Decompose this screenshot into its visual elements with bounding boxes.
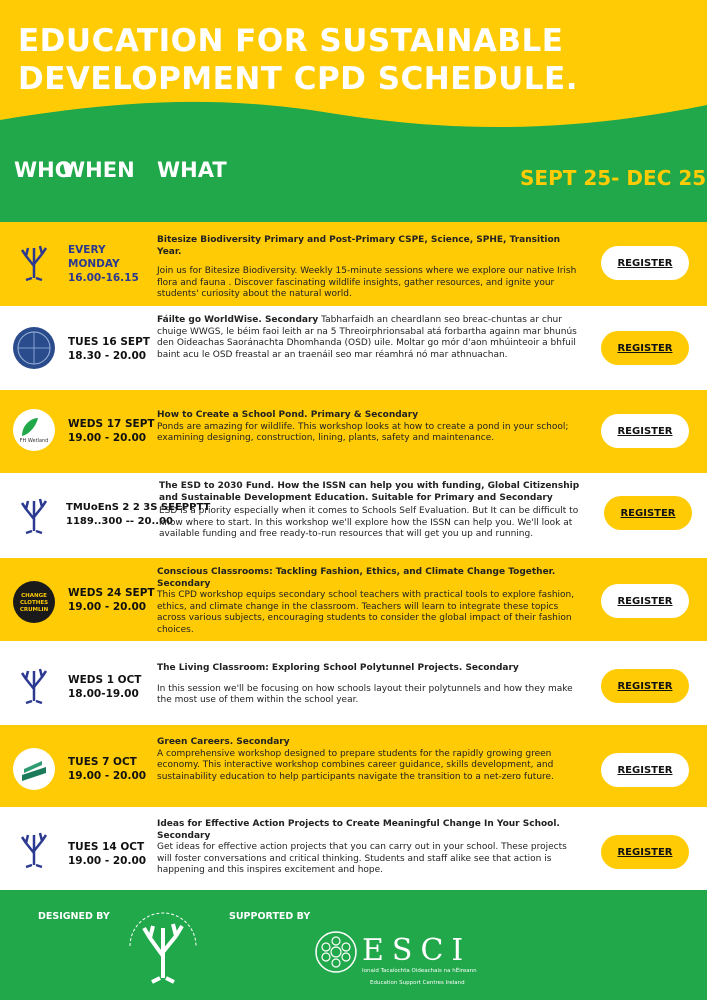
event-what [159,481,584,541]
designed-by-label: DESIGNED BY [38,911,110,922]
svg-text:CLOTHES: CLOTHES [19,600,49,606]
event-title: Ideas for Effective Action Projects to Create Meaningful Change In Your School. Secondary [157,819,560,841]
col-what: WHAT [157,158,227,182]
event-when: EVERY MONDAY 16.00-16.15 [68,244,139,284]
col-who: WHO [14,158,73,182]
event-what [157,819,582,877]
event-title: The ESD to 2030 Fund. How the ISSN can help you with funding, Global Citizenship and Sustainable Development Education. Suitable for Primary and Secondary [159,481,580,503]
event-description: A comprehensive workshop designed to prepare students for the rapidly growing green economy. This interactive workshop combines career guidance, skills development, and sustainability education to help participants navigate the transition to a net-zero future. [157,748,554,782]
register-button[interactable]: REGISTER [601,584,689,618]
supported-by-label: SUPPORTED BY [229,911,311,922]
event-when: WEDS 24 SEPT 19.00 - 20.00 [68,587,155,613]
event-row [0,807,707,890]
register-button[interactable]: REGISTER [604,496,692,530]
event-description: This CPD workshop equips secondary school teachers with practical tools to explore fashion, ethics, and climate change in the classroom. Teachers will learn to integrate these topics across various subjects, encouraging students to consider the global impact of their fashion choices. [157,590,575,635]
event-description: Ponds are amazing for wildlife. This workshop looks at how to create a pond in your school; examining designing, construction, lining, plants, safety and maintenance. [157,421,569,443]
register-button[interactable]: REGISTER [601,753,689,787]
wetland-leaf-icon [12,408,56,452]
svg-text:FH Wetland: FH Wetland [19,438,49,444]
event-description: ESD is a priority especially when it comes to Schools Self Evaluation. But It can be difficult to know where to start. In this workshop we'll explore how the ISSN can help you. We'll look at available funding and free ready-to-run resources that will get you up and running. [159,506,579,539]
event-title: Conscious Classrooms: Tackling Fashion, Ethics, and Climate Change Together. Secondary [157,567,556,589]
event-row [0,558,707,641]
event-title: How to Create a School Pond. Primary & Secondary [157,410,419,420]
event-row [0,222,707,306]
register-button[interactable]: REGISTER [601,246,689,280]
event-title: Green Careers. Secondary [157,737,290,747]
footer [0,890,707,1000]
issn-tree-logo-icon [12,663,56,707]
esci-english-name: Education Support Centres Ireland [370,980,465,986]
register-button[interactable]: REGISTER [601,835,689,869]
event-when: TUES 7 OCT 19.00 - 20.00 [68,756,147,782]
esci-emblem-icon [314,930,358,974]
date-range: SEPT 25- DEC 25 [520,166,707,190]
change-clothes-crumlin-icon [12,580,56,624]
event-what [157,235,582,301]
event-what [157,567,582,636]
register-button[interactable]: REGISTER [601,414,689,448]
svg-text:CRUMLIN: CRUMLIN [19,607,49,613]
event-description: Join us for Bitesize Biodiversity. Weekly 15-minute sessions where we explore our native Irish flora and fauna . Discover fascinating wildlife insights, gather resources, and ignite your students' curiosity about the natural world. [157,266,577,299]
register-button[interactable]: REGISTER [601,669,689,703]
svg-text:CHANGE: CHANGE [21,593,47,599]
green-careers-icon [12,747,56,791]
event-row [0,641,707,725]
esci-irish-name: Ionaid Tacaíochta Oideachais na hÉireann [362,968,477,974]
event-title: The Living Classroom: Exploring School Polytunnel Projects. Secondary [157,663,519,673]
esci-logo-text: ESCI [362,933,472,968]
page-title: EDUCATION FOR SUSTAINABLE DEVELOPMENT CPD SCHEDULE. [18,23,579,97]
worldwise-globe-icon [12,326,56,370]
event-description: Tabharfaidh an cheardlann seo breac-chuntas ar chur chuige WWGS, le béim faoi leith ar na 5 Threoirphrionsabal atá forbartha againn mar bhunús den Oideachas Saoránachta Dhomhanda (OSD) uile. Moltar go mór d'aon mhúinteoir a bhfuil baint acu le OSD freastal ar an traenáil seo mar réamhrá nó mar athnuachan. [157,315,577,360]
event-what [157,663,582,707]
event-row [0,390,707,473]
col-when: WHEN [62,158,135,182]
event-title: Fáilte go WorldWise. Secondary [157,315,319,325]
event-row [0,473,707,558]
event-row [0,725,707,807]
issn-tree-logo-icon [12,493,56,537]
issn-logo-icon [120,906,206,986]
event-when: WEDS 17 SEPT 19.00 - 20.00 [68,418,155,444]
event-what [157,410,582,445]
event-what [157,315,582,361]
event-when: WEDS 1 OCT 18.00-19.00 [68,674,142,700]
event-when: TUES 16 SEPT 18.30 - 20.00 [68,336,150,362]
event-what [157,737,582,783]
issn-tree-logo-icon [12,240,56,284]
event-row [0,306,707,390]
event-title: Bitesize Biodiversity Primary and Post-Primary CSPE, Science, SPHE, Transition Year. [157,235,561,257]
event-description: Get ideas for effective action projects that you can carry out in your school. These projects will foster conversations and critical thinking. Students and staff alike see that action is happening and this inspires excitement and hope. [157,842,567,875]
issn-tree-logo-icon [12,827,56,871]
header [0,0,707,225]
register-button[interactable]: REGISTER [601,331,689,365]
event-description: In this session we'll be focusing on how schools layout their polytunnels and how they make the most use of them within the school year. [157,683,573,705]
event-when: TUES 14 OCT 19.00 - 20.00 [68,841,147,867]
event-when: TMUoEnS 2 2 3S SEEPPTT 1189..300 -- 20..00 [66,502,211,527]
